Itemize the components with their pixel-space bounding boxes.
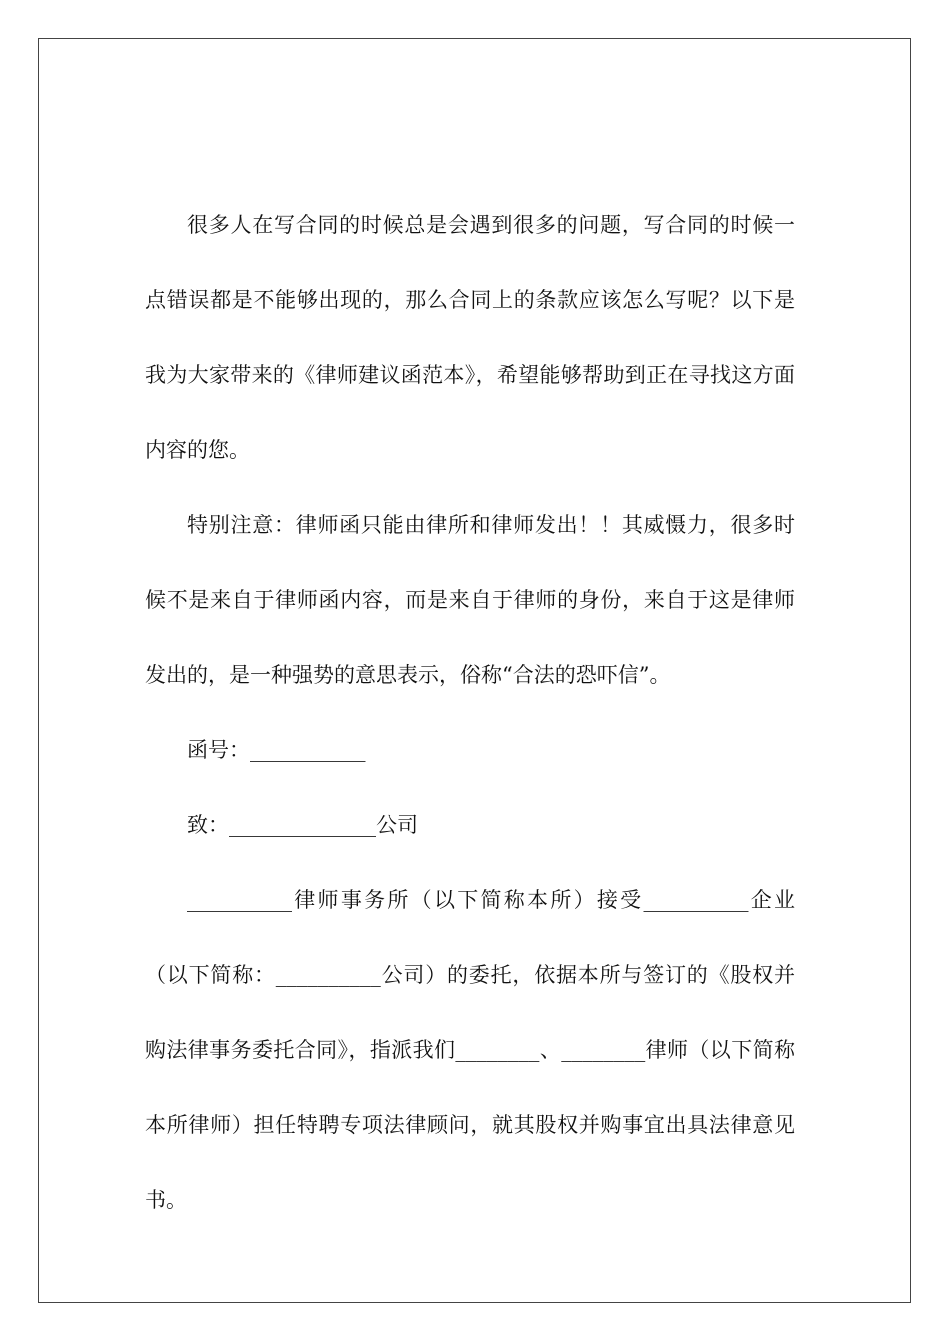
intro-paragraph: 很多人在写合同的时候总是会遇到很多的问题，写合同的时候一点错误都是不能够出现的，那么合同上的条款应该怎么写呢？以下是我为大家带来的《律师建议函范本》，希望能够帮助到正在寻找这方面内容的您。 (145, 213, 795, 462)
notice-paragraph: 特别注意：律师函只能由律所和律师发出！！其威慑力，很多时候不是来自于律师函内容，而是来自于律师的身份，来自于这是律师发出的，是一种强势的意思表示，俗称“合法的恐吓信”。 (145, 513, 795, 687)
document-body (145, 188, 795, 1238)
engagement-paragraph: __________律师事务所（以下简称本所）接受__________企业（以下简称：__________公司）的委托，依据本所与签订的《股权并购法律事务委托合同》，指派我们________、________律师（以下简称本所律师）担任特聘专项法律顾问，就其股权并购事宜出具法律意见书。 (145, 888, 795, 1212)
letter-number-line: 函号：___________ (187, 738, 366, 762)
recipient-line: 致：______________公司 (187, 813, 418, 837)
